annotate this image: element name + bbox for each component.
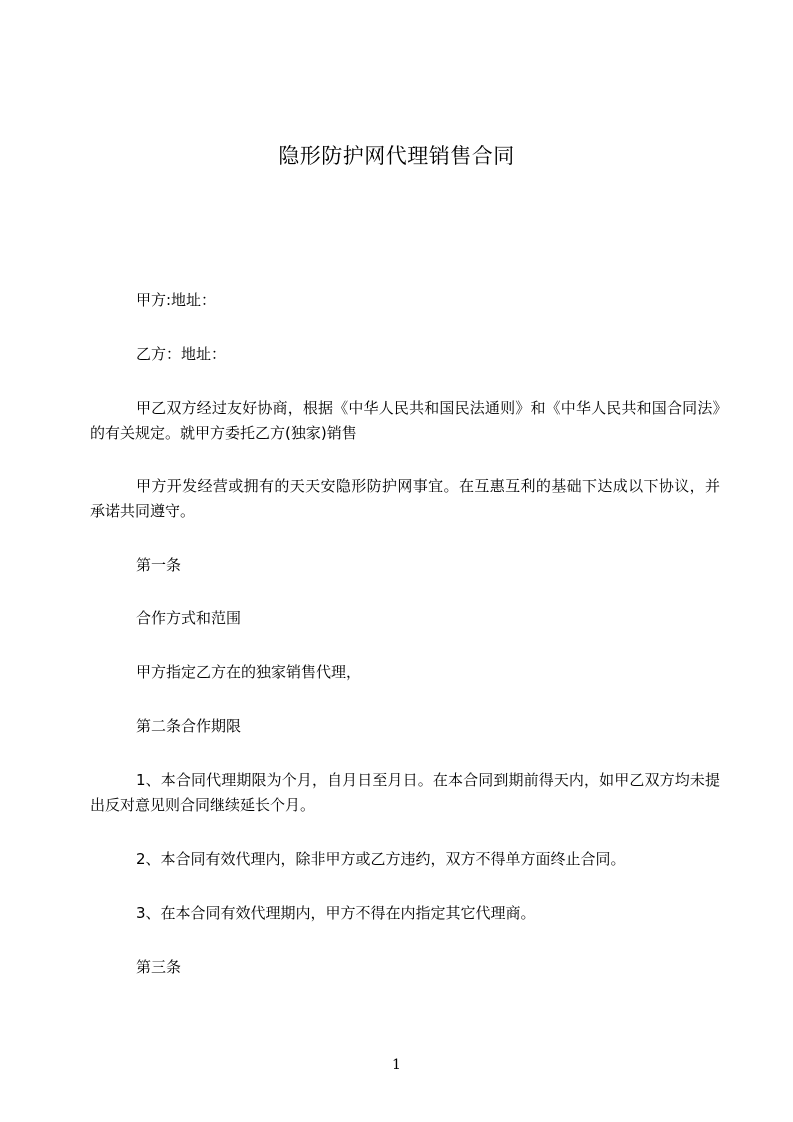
document-title: 隐形防护网代理销售合同 (278, 144, 515, 168)
paragraph-clause-2-2: 2、本合同有效代理内，除非甲方或乙方违约，双方不得单方面终止合同。 (136, 850, 626, 868)
paragraph-exclusive-agent: 甲方指定乙方在的独家销售代理， (136, 663, 362, 681)
paragraph-party-b: 乙方：地址： (136, 345, 227, 363)
paragraph-clause-2-3: 3、在本合同有效代理期内，甲方不得在内指定其它代理商。 (136, 904, 536, 922)
heading-article-1: 第一条 (136, 556, 182, 574)
paragraph-agreement: 甲方开发经营或拥有的天天安隐形防护网事宜。在互惠互利的基础下达成以下协议，并承诺共同遵守。 (90, 477, 720, 520)
heading-cooperation-scope: 合作方式和范围 (136, 609, 242, 627)
paragraph-clause-2-1: 1、本合同代理期限为个月，自月日至月日。在本合同到期前得天内，如甲乙双方均未提出反对意见则合同继续延长个月。 (90, 771, 720, 814)
heading-article-3: 第三条 (136, 958, 182, 976)
paragraph-preamble: 甲乙双方经过友好协商，根据《中华人民共和国民法通则》和《中华人民共和国合同法》的有关规定。就甲方委托乙方(独家)销售 (90, 399, 720, 442)
heading-article-2: 第二条合作期限 (136, 717, 242, 735)
page-number: 1 (392, 1057, 401, 1073)
paragraph-party-a: 甲方:地址： (136, 291, 217, 309)
